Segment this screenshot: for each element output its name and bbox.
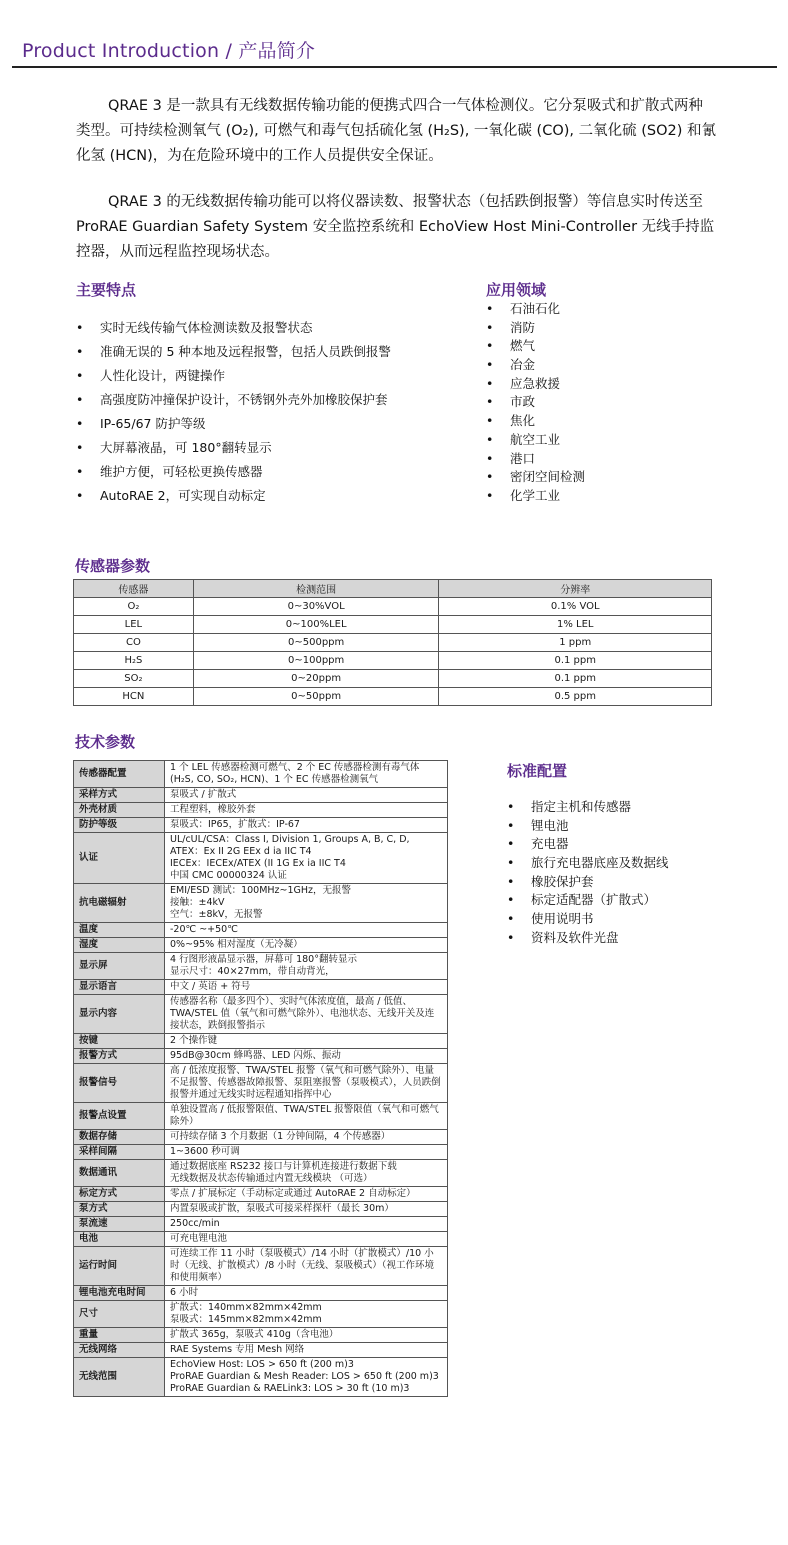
applications-heading: 应用领域 <box>486 281 547 299</box>
table-cell: 0~50ppm <box>193 688 439 706</box>
spec-label: 显示内容 <box>74 995 165 1034</box>
table-row <box>74 1328 448 1343</box>
table-row <box>74 598 712 616</box>
spec-label: 采样间隔 <box>74 1145 165 1160</box>
applications-list <box>486 300 585 506</box>
table-row <box>74 670 712 688</box>
table-row <box>74 652 712 670</box>
spec-label: 锂电池充电时间 <box>74 1286 165 1301</box>
table-cell: 0~500ppm <box>193 634 439 652</box>
table-row <box>74 1343 448 1358</box>
spec-value: 250cc/min <box>165 1217 448 1232</box>
table-row <box>74 833 448 884</box>
page-title: Product Introduction / 产品简介 <box>22 40 316 62</box>
table-cell: 0.1 ppm <box>439 652 712 670</box>
spec-value: EchoView Host: LOS > 650 ft (200 m)3 ProRAE Guardian & Mesh Reader: LOS > 650 ft (200 m)3 ProRAE Guardian & RAELink3: LOS > 30 ft (10 m)3 <box>165 1358 448 1397</box>
sensor-table-header <box>74 580 712 598</box>
spec-value: UL/cUL/CSA：Class I, Division 1, Groups A, B, C, D, ATEX：Ex II 2G EEx d ia IIC T4 IECEx：IECEx/ATEX (II 1G Ex ia IIC T4 中国 CMC 00000324 认证 <box>165 833 448 884</box>
features-heading: 主要特点 <box>76 281 137 299</box>
spec-value: 0%~95% 相对湿度（无冷凝） <box>165 938 448 953</box>
table-cell: 0.5 ppm <box>439 688 712 706</box>
spec-label: 报警方式 <box>74 1049 165 1064</box>
table-row <box>74 1301 448 1328</box>
spec-label: 温度 <box>74 923 165 938</box>
standard-config-heading: 标准配置 <box>507 762 568 780</box>
table-row <box>74 616 712 634</box>
list-item: • 密闭空间检测 <box>486 468 585 487</box>
spec-value: 单独设置高 / 低报警限值、TWA/STEL 报警限值（氧气和可燃气除外） <box>165 1103 448 1130</box>
table-row <box>74 1286 448 1301</box>
list-item: • 消防 <box>486 319 585 338</box>
list-item: • 航空工业 <box>486 431 585 450</box>
table-cell: SO₂ <box>74 670 194 688</box>
table-cell: 0.1 ppm <box>439 670 712 688</box>
spec-label: 报警点设置 <box>74 1103 165 1130</box>
spec-value: 传感器名称（最多四个）、实时气体浓度值，最高 / 低值、TWA/STEL 值（氧气和可燃气除外）、电池状态、无线开关及连接状态，跌倒报警指示 <box>165 995 448 1034</box>
spec-label: 湿度 <box>74 938 165 953</box>
list-item: • 市政 <box>486 393 585 412</box>
list-item: • 人性化设计，两键操作 <box>76 366 391 390</box>
spec-label: 泵方式 <box>74 1202 165 1217</box>
spec-value: -20℃ ~+50℃ <box>165 923 448 938</box>
list-item: • 港口 <box>486 450 585 469</box>
table-row <box>74 818 448 833</box>
list-item: • 充电器 <box>507 835 669 854</box>
spec-label: 防护等级 <box>74 818 165 833</box>
table-row <box>74 1202 448 1217</box>
spec-value: 内置泵吸或扩散，泵吸式可接采样探杆（最长 30m） <box>165 1202 448 1217</box>
title-divider <box>12 66 777 68</box>
list-item: • 实时无线传输气体检测读数及报警状态 <box>76 318 391 342</box>
table-row <box>74 1130 448 1145</box>
spec-label: 采样方式 <box>74 788 165 803</box>
spec-value: 中文 / 英语 + 符号 <box>165 980 448 995</box>
table-cell: HCN <box>74 688 194 706</box>
table-row <box>74 761 448 788</box>
table-row <box>74 953 448 980</box>
spec-label: 电池 <box>74 1232 165 1247</box>
features-list <box>76 318 391 510</box>
table-row <box>74 1049 448 1064</box>
spec-label: 报警信号 <box>74 1064 165 1103</box>
list-item: • 旅行充电器底座及数据线 <box>507 854 669 873</box>
spec-value: RAE Systems 专用 Mesh 网络 <box>165 1343 448 1358</box>
table-cell: 1 ppm <box>439 634 712 652</box>
spec-value: 泵吸式 / 扩散式 <box>165 788 448 803</box>
spec-value: 可充电锂电池 <box>165 1232 448 1247</box>
table-cell: 0.1% VOL <box>439 598 712 616</box>
intro-paragraph-1 <box>76 94 716 169</box>
table-cell: 1% LEL <box>439 616 712 634</box>
intro-paragraph-1-text: QRAE 3 是一款具有无线数据传输功能的便携式四合一气体检测仪。它分泵吸式和扩散式两种类型。可持续检测氧气 (O₂), 可燃气和毒气包括硫化氢 (H₂S), 一氧化碳 (CO), 二氧化硫 (SO2) 和氰化氢 (HCN)，为在危险环境中的工作人员提供安全保证。 <box>76 98 716 164</box>
list-item: • 指定主机和传感器 <box>507 798 669 817</box>
spec-label: 尺寸 <box>74 1301 165 1328</box>
table-row <box>74 923 448 938</box>
spec-label: 认证 <box>74 833 165 884</box>
spec-label: 无线范围 <box>74 1358 165 1397</box>
table-row <box>74 1160 448 1187</box>
list-item: • 资料及软件光盘 <box>507 929 669 948</box>
table-cell: 0~30%VOL <box>193 598 439 616</box>
spec-label: 泵流速 <box>74 1217 165 1232</box>
list-item: • 冶金 <box>486 356 585 375</box>
spec-value: EMI/ESD 测试：100MHz~1GHz，无报警 接触：±4kV 空气：±8kV，无报警 <box>165 884 448 923</box>
intro-paragraph-2 <box>76 190 716 265</box>
list-item: • 化学工业 <box>486 487 585 506</box>
spec-label: 数据存储 <box>74 1130 165 1145</box>
table-cell: CO <box>74 634 194 652</box>
spec-label: 抗电磁辐射 <box>74 884 165 923</box>
list-item: • 标定适配器（扩散式） <box>507 891 669 910</box>
column-header: 检测范围 <box>193 580 439 598</box>
column-header: 分辨率 <box>439 580 712 598</box>
table-cell: LEL <box>74 616 194 634</box>
list-item: • 高强度防冲撞保护设计，不锈钢外壳外加橡胶保护套 <box>76 390 391 414</box>
spec-value: 工程塑料，橡胶外套 <box>165 803 448 818</box>
sensor-params-heading: 传感器参数 <box>75 557 151 575</box>
spec-label: 数据通讯 <box>74 1160 165 1187</box>
column-header: 传感器 <box>74 580 194 598</box>
table-row <box>74 1232 448 1247</box>
table-row <box>74 938 448 953</box>
spec-value: 可持续存储 3 个月数据（1 分钟间隔，4 个传感器） <box>165 1130 448 1145</box>
list-item: • 应急救援 <box>486 375 585 394</box>
table-row <box>74 1358 448 1397</box>
list-item: • 准确无误的 5 种本地及远程报警，包括人员跌倒报警 <box>76 342 391 366</box>
spec-label: 无线网络 <box>74 1343 165 1358</box>
spec-value: 95dB@30cm 蜂鸣器、LED 闪烁、振动 <box>165 1049 448 1064</box>
list-item: • 焦化 <box>486 412 585 431</box>
table-row <box>74 1217 448 1232</box>
table-row <box>74 1064 448 1103</box>
spec-value: 2 个操作键 <box>165 1034 448 1049</box>
table-row <box>74 803 448 818</box>
spec-value: 可连续工作 11 小时（泵吸模式）/14 小时（扩散模式）/10 小时（无线、扩散模式）/8 小时（无线、泵吸模式）（视工作环境和使用频率） <box>165 1247 448 1286</box>
spec-value: 通过数据底座 RS232 接口与计算机连接进行数据下载 无线数据及状态传输通过内置无线模块 （可选） <box>165 1160 448 1187</box>
spec-value: 扩散式：140mm×82mm×42mm 泵吸式：145mm×82mm×42mm <box>165 1301 448 1328</box>
spec-value: 零点 / 扩展标定（手动标定或通过 AutoRAE 2 自动标定） <box>165 1187 448 1202</box>
spec-value: 4 行图形液晶显示器，屏幕可 180°翻转显示 显示尺寸：40×27mm，带自动背光， <box>165 953 448 980</box>
spec-label: 外壳材质 <box>74 803 165 818</box>
intro-paragraph-2-text: QRAE 3 的无线数据传输功能可以将仪器读数、报警状态（包括跌倒报警）等信息实时传送至 ProRAE Guardian Safety System 安全监控系统和 EchoView Host Mini-Controller 无线手持监控器，从而远程监控现场状态。 <box>76 194 715 260</box>
list-item: • 燃气 <box>486 337 585 356</box>
spec-value: 高 / 低浓度报警、TWA/STEL 报警（氧气和可燃气除外）、电量不足报警、传感器故障报警、泵阻塞报警（泵吸模式），人员跌倒报警并通过无线实时远程通知指挥中心 <box>165 1064 448 1103</box>
spec-label: 显示屏 <box>74 953 165 980</box>
spec-value: 泵吸式：IP65，扩散式：IP-67 <box>165 818 448 833</box>
table-row <box>74 1034 448 1049</box>
table-row <box>74 980 448 995</box>
table-cell: O₂ <box>74 598 194 616</box>
standard-config-list <box>507 798 669 948</box>
table-cell: 0~100%LEL <box>193 616 439 634</box>
list-item: • IP-65/67 防护等级 <box>76 414 391 438</box>
table-row <box>74 634 712 652</box>
list-item: • 使用说明书 <box>507 910 669 929</box>
table-row <box>74 884 448 923</box>
spec-label: 运行时间 <box>74 1247 165 1286</box>
table-row <box>74 1247 448 1286</box>
tech-specs-table <box>73 760 448 1397</box>
list-item: • 维护方便，可轻松更换传感器 <box>76 462 391 486</box>
table-row <box>74 788 448 803</box>
sensor-params-table <box>73 579 712 706</box>
list-item: • 锂电池 <box>507 817 669 836</box>
table-cell: H₂S <box>74 652 194 670</box>
list-item: • 大屏幕液晶，可 180°翻转显示 <box>76 438 391 462</box>
tech-specs-heading: 技术参数 <box>75 733 136 751</box>
spec-value: 扩散式 365g，泵吸式 410g（含电池） <box>165 1328 448 1343</box>
spec-label: 标定方式 <box>74 1187 165 1202</box>
spec-label: 重量 <box>74 1328 165 1343</box>
list-item: • 橡胶保护套 <box>507 873 669 892</box>
spec-value: 6 小时 <box>165 1286 448 1301</box>
table-row <box>74 1187 448 1202</box>
spec-label: 按键 <box>74 1034 165 1049</box>
table-cell: 0~20ppm <box>193 670 439 688</box>
spec-value: 1 个 LEL 传感器检测可燃气、2 个 EC 传感器检测有毒气体 (H₂S, CO, SO₂, HCN)、1 个 EC 传感器检测氧气 <box>165 761 448 788</box>
table-row <box>74 1145 448 1160</box>
spec-label: 传感器配置 <box>74 761 165 788</box>
table-cell: 0~100ppm <box>193 652 439 670</box>
table-row <box>74 1103 448 1130</box>
spec-label: 显示语言 <box>74 980 165 995</box>
list-item: • AutoRAE 2，可实现自动标定 <box>76 486 391 510</box>
spec-value: 1~3600 秒可调 <box>165 1145 448 1160</box>
list-item: • 石油石化 <box>486 300 585 319</box>
table-row <box>74 995 448 1034</box>
table-row <box>74 688 712 706</box>
